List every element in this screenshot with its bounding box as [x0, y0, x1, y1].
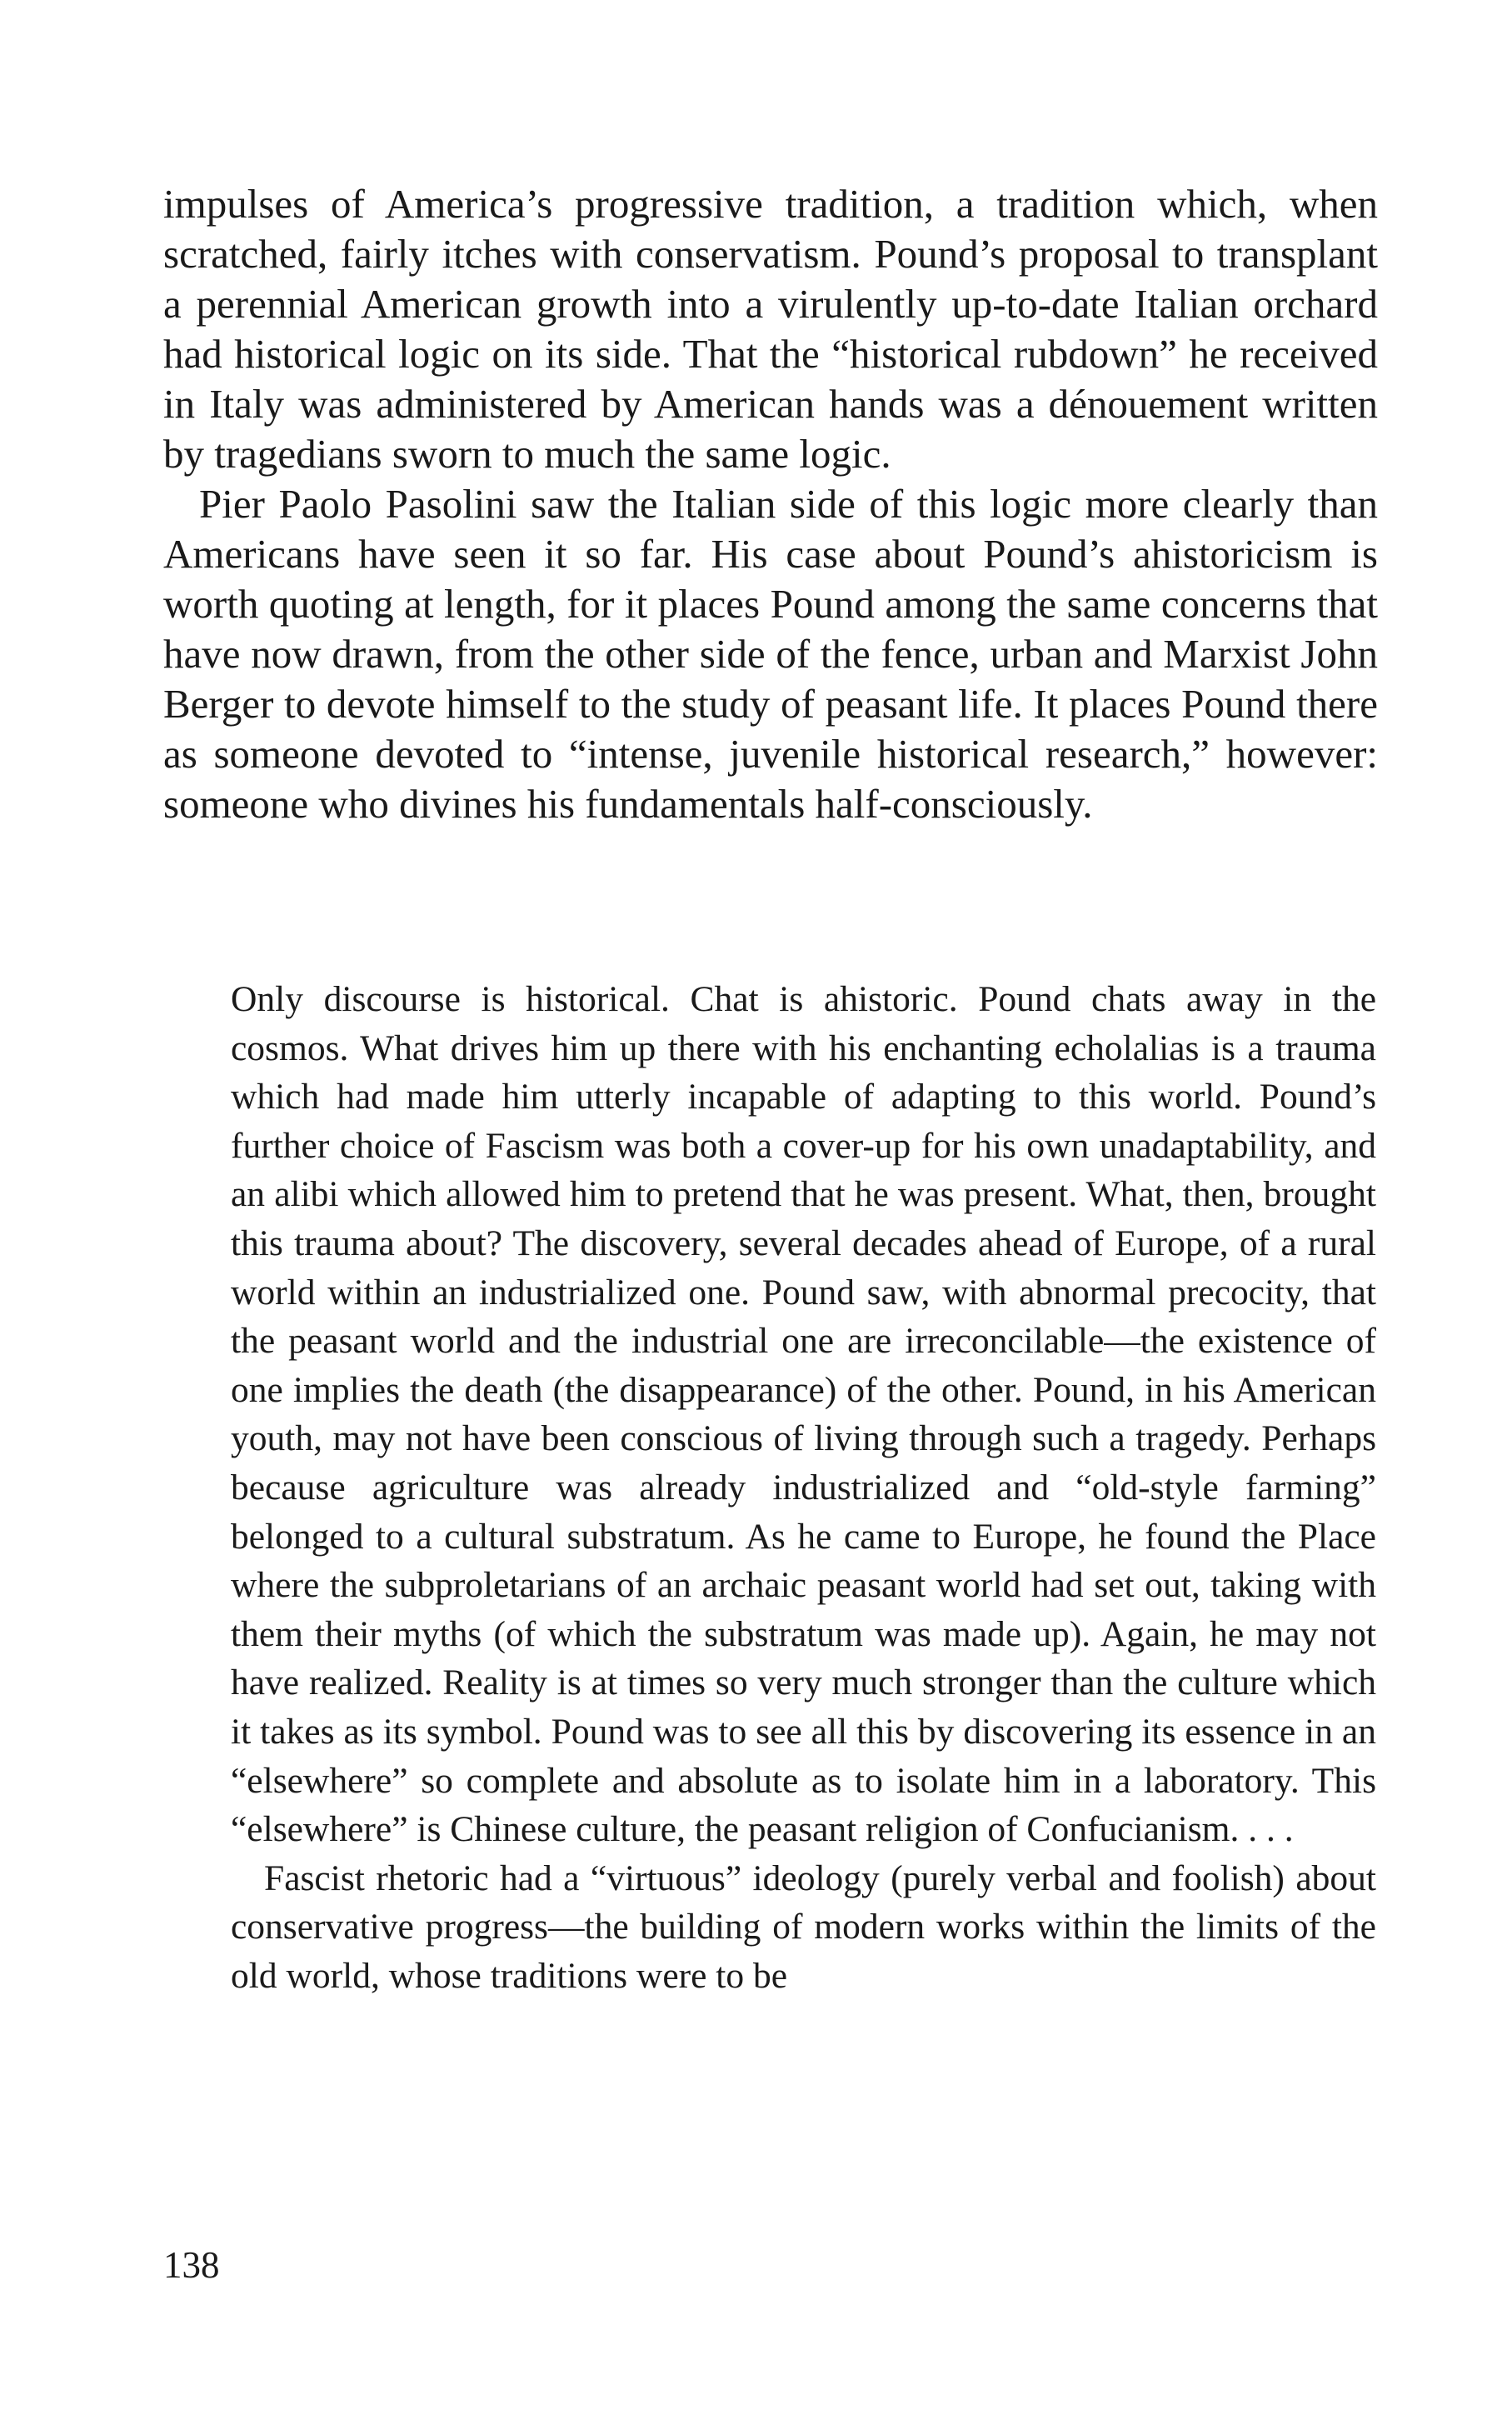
quote-paragraph-1: Only discourse is historical. Chat is ahistoric. Pound chats away in the cosmos. What drives him up there with his enchanting echolalias is a trauma which had made him utterly incapable of adapting to this world. Pound’s further choice of Fascism was both a cover-up for his own unadaptability, and an alibi which allowed him to pretend that he was present. What, then, brought this trauma about? The discovery, several decades ahead of Europe, of a rural world within an industrialized one. Pound saw, with abnormal precocity, that the peasant world and the industrial one are irreconcilable—the existence of one implies the death (the disappearance) of the other. Pound, in his American youth, may not have been conscious of living through such a tragedy. Perhaps because agriculture was already industrialized and “old-style farming” belonged to a cultural substratum. As he came to Europe, he found the Place where the subproletarians of an archaic peasant world had set out, taking with them their myths (of which the substratum was made up). Again, he may not have realized. Reality is at times so very much stronger than the culture which it takes as its symbol. Pound was to see all this by discovering its essence in an “elsewhere” so complete and absolute as to isolate him in a laboratory. This “elsewhere” is Chinese culture, the peasant religion of Confucianism. . . .	[231, 979, 1376, 1850]
block-quote	[231, 975, 1376, 2000]
paragraph-pasolini-intro: Pier Paolo Pasolini saw the Italian side of this logic more clearly than Americans have seen it so far. His case about Pound’s ahistoricism is worth quoting at length, for it places Pound among the same concerns that have now drawn, from the other side of the fence, urban and Marxist John Berger to devote himself to the study of peasant life. It places Pound there as someone devoted to “intense, juvenile historical research,” however: someone who divines his fundamentals half-consciously.	[163, 481, 1378, 827]
page-number: 138	[163, 2244, 220, 2286]
main-text	[163, 179, 1378, 829]
quote-paragraph-2: Fascist rhetoric had a “virtuous” ideology (purely verbal and foolish) about conservative progress—the building of modern works within the limits of the old world, whose traditions were to be	[231, 1858, 1376, 1996]
paragraph-continued: impulses of America’s progressive tradition, a tradition which, when scratched, fairly itches with conservatism. Pound’s proposal to transplant a perennial American growth into a virulently up-to-date Italian orchard had historical logic on its side. That the “historical rubdown” he received in Italy was administered by American hands was a dénouement written by tragedians sworn to much the same logic.	[163, 181, 1378, 477]
